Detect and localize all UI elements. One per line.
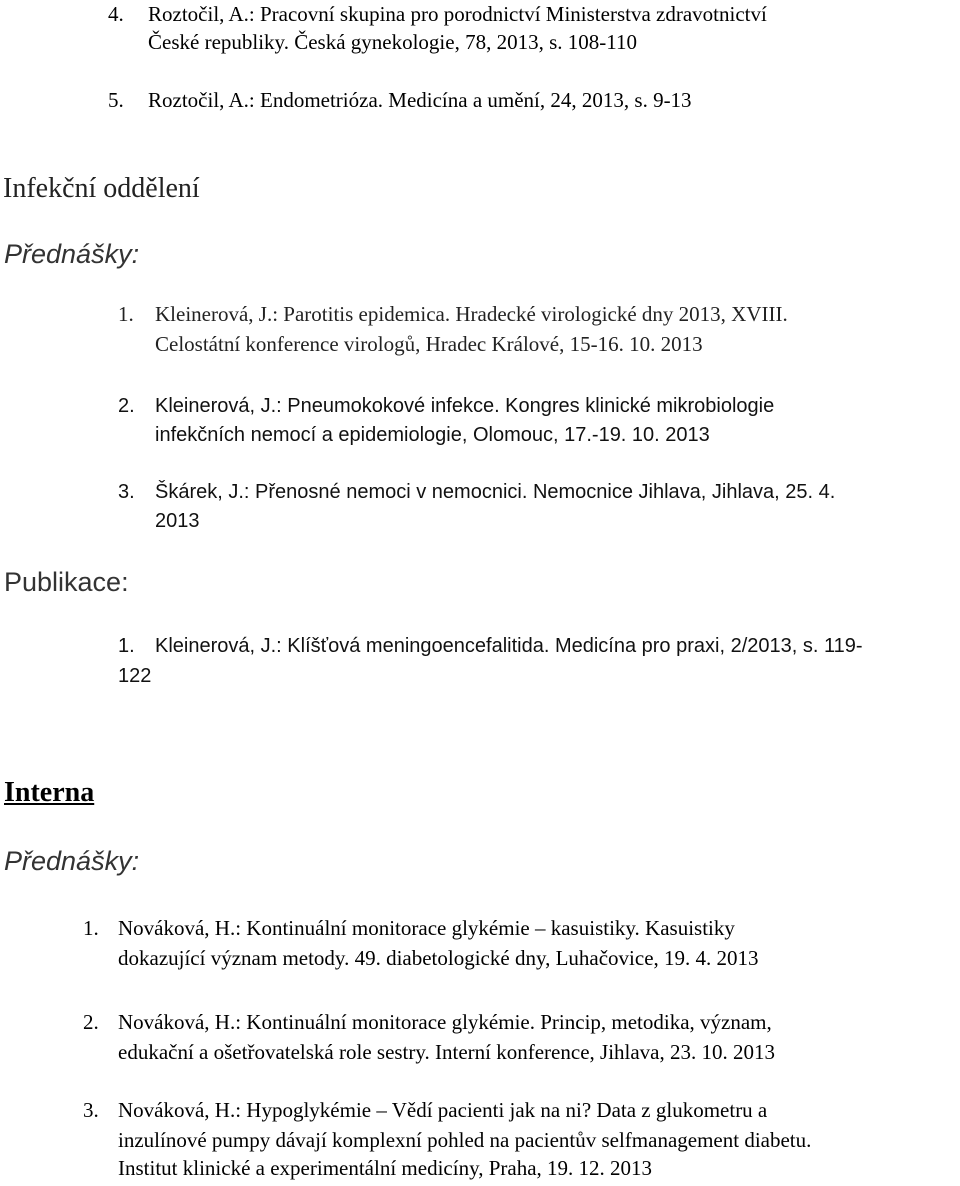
reference-item: [83, 1096, 960, 1186]
reference-line: Nováková, H.: Kontinuální monitorace glykémie – kasuistiky. Kasuistiky: [118, 916, 735, 940]
reference-line: Škárek, J.: Přenosné nemoci v nemocnici. Nemocnice Jihlava, Jihlava, 25. 4.: [155, 481, 836, 503]
reference-line: Roztočil, A.: Endometrióza. Medicína a umění, 24, 2013, s. 9-13: [148, 88, 692, 112]
reference-line: Institut klinické a experimentální medicíny, Praha, 19. 12. 2013: [118, 1156, 653, 1180]
reference-line: 122: [118, 665, 152, 687]
lectures-label: Přednášky:: [4, 239, 140, 269]
reference-item: [108, 0, 948, 60]
reference-line: České republiky. Česká gynekologie, 78, 2013, s. 108-110: [148, 30, 637, 54]
reference-number: 5.: [108, 88, 124, 112]
reference-item: [83, 1008, 953, 1068]
reference-item: [118, 300, 948, 360]
reference-number: 1.: [118, 302, 134, 326]
reference-item: [108, 86, 948, 116]
reference-line: Kleinerová, J.: Klíšťová meningoencefalitida. Medicína pro praxi, 2/2013, s. 119-: [155, 635, 863, 657]
reference-line: infekčních nemocí a epidemiologie, Olomouc, 17.-19. 10. 2013: [155, 424, 710, 446]
publications-label: Publikace:: [4, 567, 129, 597]
reference-item: [83, 914, 953, 974]
reference-number: 2.: [83, 1010, 99, 1034]
reference-item: [118, 392, 948, 452]
reference-line: 2013: [155, 510, 200, 532]
section-title: Interna: [4, 777, 95, 808]
section-title: Infekční oddělení: [3, 173, 200, 204]
reference-line: Celostátní konference virologů, Hradec Králové, 15-16. 10. 2013: [155, 332, 703, 356]
reference-number: 1.: [118, 635, 135, 657]
reference-number: 2.: [118, 395, 135, 417]
reference-line: Kleinerová, J.: Parotitis epidemica. Hradecké virologické dny 2013, XVIII.: [155, 302, 788, 326]
reference-line: Nováková, H.: Kontinuální monitorace glykémie. Princip, metodika, význam,: [118, 1010, 772, 1034]
reference-line: Kleinerová, J.: Pneumokokové infekce. Kongres klinické mikrobiologie: [155, 395, 775, 417]
reference-line: dokazující význam metody. 49. diabetologické dny, Luhačovice, 19. 4. 2013: [118, 946, 759, 970]
reference-number: 4.: [108, 2, 124, 26]
reference-number: 1.: [83, 916, 99, 940]
reference-item: [118, 632, 958, 692]
reference-line: Nováková, H.: Hypoglykémie – Vědí pacienti jak na ni? Data z glukometru a: [118, 1098, 768, 1122]
reference-line: Roztočil, A.: Pracovní skupina pro porodnictví Ministerstva zdravotnictví: [148, 2, 767, 26]
reference-item: [118, 478, 948, 538]
reference-number: 3.: [118, 481, 135, 503]
reference-line: edukační a ošetřovatelská role sestry. Interní konference, Jihlava, 23. 10. 2013: [118, 1040, 775, 1064]
lectures-label: Přednášky:: [4, 846, 140, 876]
reference-line: inzulínové pumpy dávají komplexní pohled na pacientův selfmanagement diabetu.: [118, 1128, 812, 1152]
reference-number: 3.: [83, 1098, 99, 1122]
